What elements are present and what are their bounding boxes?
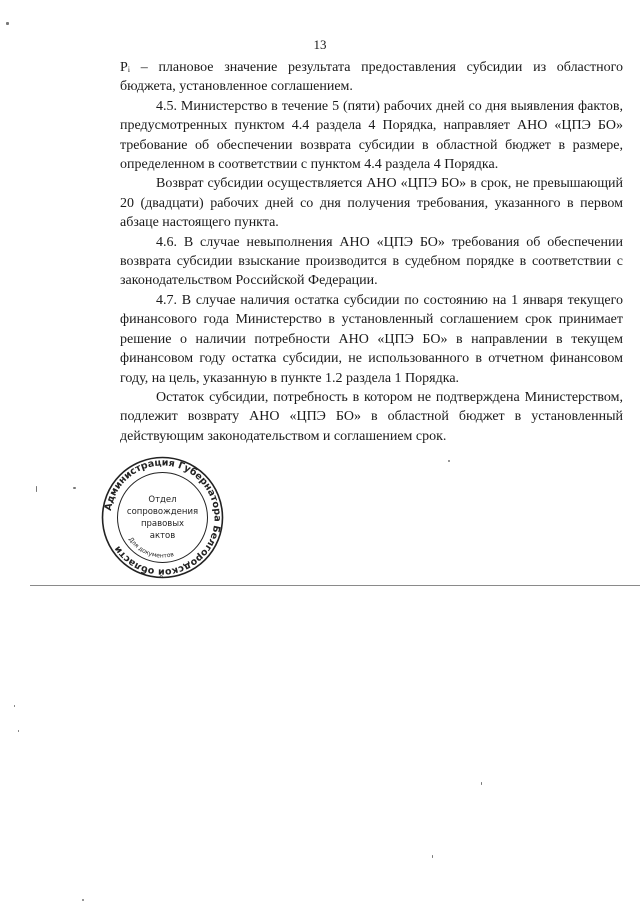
scan-speck	[14, 705, 15, 707]
scan-speck	[448, 460, 450, 462]
paragraph: Остаток субсидии, потребность в котором не подтверждена Министерством, подлежит возврату АНО «ЦПЭ БО» в областной бюджет в установленный действующим законодательством и соглашением срок.	[120, 389, 623, 444]
document-body	[120, 58, 623, 446]
stamp-line-4: актов	[149, 531, 176, 541]
stamp-line-3: правовых	[140, 519, 185, 529]
scan-speck	[18, 730, 19, 732]
paragraph: Возврат субсидии осуществляется АНО «ЦПЭ БО» в срок, не превышающий 20 (двадцати) рабочих дней со дня получения требования, указанного в первом абзаце настоящего пункта.	[120, 176, 623, 231]
paragraph: 4.7. В случае наличия остатка субсидии по состоянию на 1 января текущего финансового года Министерство в установленный соглашением срок принимает решение о наличии потребности АНО «ЦПЭ БО» в направлении в текущем финансовом году остатка субсидии, не использованного в отчетном финансовом году, на цель, указанную в пункте 1.2 раздела 1 Порядка.	[120, 292, 623, 386]
paragraph: 4.5. Министерство в течение 5 (пяти) рабочих дней со дня выявления фактов, предусмотренных пунктом 4.4 раздела 4 Порядка, направляет АНО «ЦПЭ БО» требование об обеспечении возврата субсидии в областной бюджет в размере, определенном в соответствии с пунктом 4.4 раздела 4 Порядка.	[120, 98, 623, 173]
scan-speck	[481, 782, 482, 785]
paragraph: 4.6. В случае невыполнения АНО «ЦПЭ БО» требования об обеспечении возврата субсидии взыскание производится в судебном порядке в соответствии с законодательством Российской Федерации.	[120, 234, 623, 289]
scan-speck	[36, 486, 37, 492]
official-stamp	[100, 455, 225, 580]
stamp-line-1: Отдел	[148, 495, 177, 505]
horizontal-rule	[30, 585, 640, 586]
stamp-outer-text: Администрация Губернатора Белгородской области	[102, 457, 223, 578]
scan-speck	[432, 855, 433, 858]
paragraph: Pᵢ – плановое значение результата предоставления субсидии из областного бюджета, установленное соглашением.	[120, 60, 623, 95]
page-number: 13	[313, 37, 327, 52]
scan-speck	[82, 899, 84, 901]
scan-speck	[6, 22, 9, 25]
scan-speck	[73, 487, 76, 489]
stamp-inner-text: Для документов	[127, 536, 175, 560]
stamp-line-2: сопровождения	[126, 507, 199, 517]
